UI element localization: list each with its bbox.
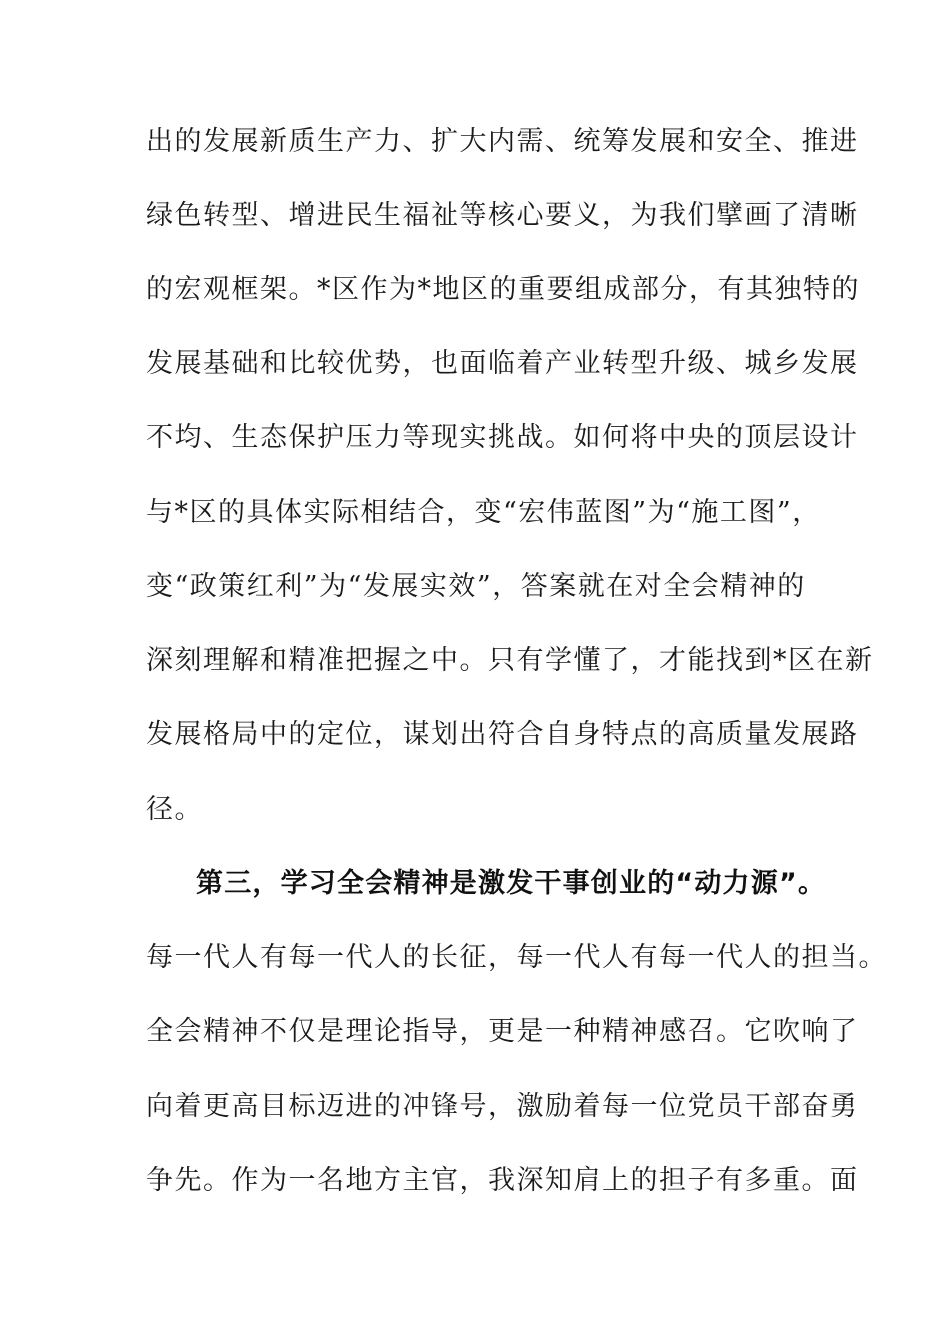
paragraph-line: 出的发展新质生产力、扩大内需、统筹发展和安全、推进 bbox=[146, 126, 859, 157]
paragraph-line: 争先。作为一名地方主官，我深知肩上的担子有多重。面 bbox=[146, 1165, 859, 1196]
paragraph-line: 全会精神不仅是理论指导，更是一种精神感召。它吹响了 bbox=[146, 1016, 859, 1047]
paragraph-line: 绿色转型、增进民生福祉等核心要义，为我们擘画了清晰 bbox=[146, 200, 859, 231]
paragraph-line: 向着更高目标迈进的冲锋号，激励着每一位党员干部奋勇 bbox=[146, 1091, 859, 1122]
paragraph-line: 每一代人有每一代人的长征，每一代人有每一代人的担当。 bbox=[146, 942, 887, 973]
paragraph-line: 与*区的具体实际相结合，变“宏伟蓝图”为“施工图”， bbox=[146, 497, 821, 528]
paragraph-line: 发展基础和比较优势，也面临着产业转型升级、城乡发展 bbox=[146, 348, 859, 379]
section-heading: 第三，学习全会精神是激发干事创业的“动力源”。 bbox=[196, 868, 827, 899]
paragraph-line: 的宏观框架。*区作为*地区的重要组成部分，有其独特的 bbox=[146, 274, 860, 305]
paragraph-line: 变“政策红利”为“发展实效”，答案就在对全会精神的 bbox=[146, 571, 806, 602]
paragraph-line: 发展格局中的定位，谋划出符合自身特点的高质量发展路 bbox=[146, 719, 859, 750]
paragraph-line: 径。 bbox=[146, 794, 203, 825]
paragraph-line: 深刻理解和精准把握之中。只有学懂了，才能找到*区在新 bbox=[146, 645, 874, 676]
paragraph-line: 不均、生态保护压力等现实挑战。如何将中央的顶层设计 bbox=[146, 422, 859, 453]
